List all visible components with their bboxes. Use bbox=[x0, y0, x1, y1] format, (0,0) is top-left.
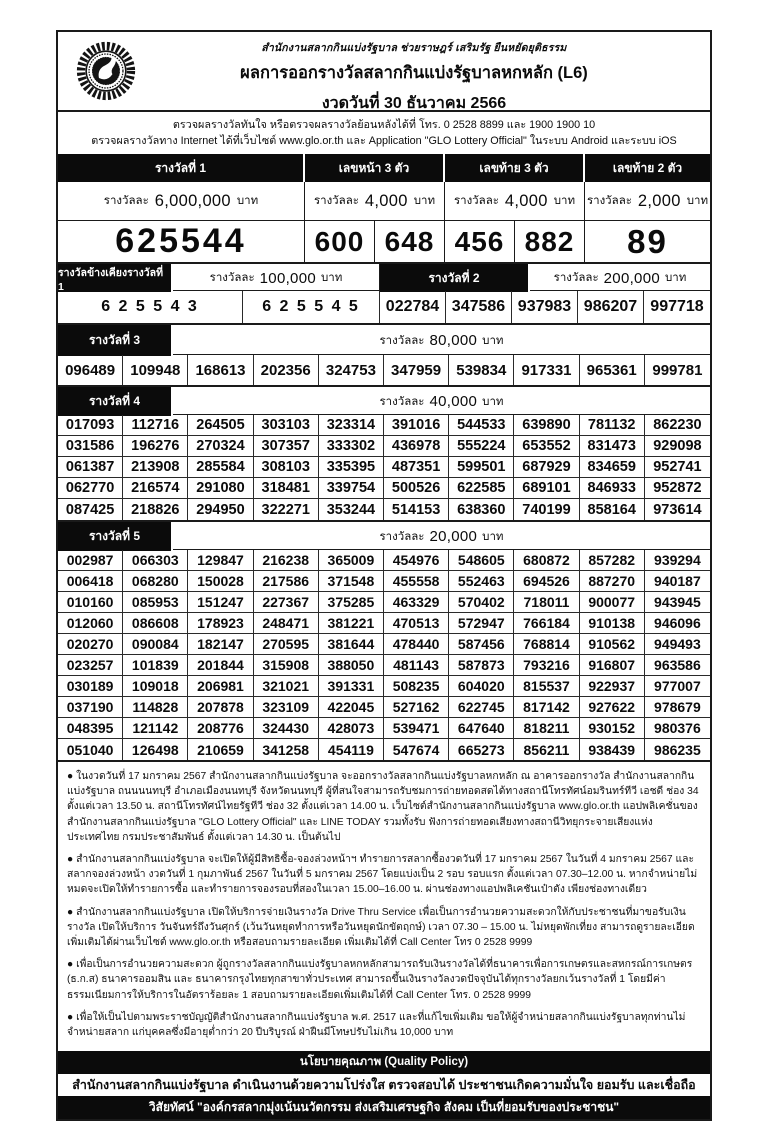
prize3-number: 539834 bbox=[449, 355, 514, 385]
prize3-number: 109948 bbox=[123, 355, 188, 385]
prize4-number: 391016 bbox=[384, 415, 449, 436]
prize5-number: 986235 bbox=[654, 741, 701, 758]
prize4-number: 031586 bbox=[58, 436, 123, 457]
prize5-number: 547674 bbox=[384, 739, 449, 760]
prize4-number: 303103 bbox=[254, 415, 319, 436]
adjacent1-header: รางวัลข้างเคียงรางวัลที่ 1 bbox=[58, 264, 173, 292]
prize5-number: 101839 bbox=[123, 655, 188, 676]
prize5-number: 020270 bbox=[58, 634, 123, 655]
prize4-number: 017093 bbox=[58, 415, 123, 436]
prize5-number: 208776 bbox=[188, 718, 253, 739]
prize5-number: 647640 bbox=[449, 718, 514, 739]
prize4-number: 218826 bbox=[123, 499, 188, 520]
prize4-number: 834659 bbox=[580, 457, 645, 478]
prize5-number: 216238 bbox=[254, 550, 319, 571]
prize2-number: 347586 bbox=[446, 291, 512, 323]
prize4-number: 544533 bbox=[449, 415, 514, 436]
prize4-number: 599501 bbox=[449, 457, 514, 478]
last3-number-2: 882 bbox=[515, 221, 585, 262]
prize4-number: 638360 bbox=[449, 499, 514, 520]
prize4-number: 291080 bbox=[188, 478, 253, 499]
prize5-number: 086608 bbox=[123, 613, 188, 634]
prize5-number: 978679 bbox=[645, 697, 710, 718]
footer-notes bbox=[58, 760, 710, 1051]
prize4-number: 353244 bbox=[319, 499, 384, 520]
main-prize-header-row bbox=[58, 154, 710, 182]
check-info-internet: ตรวจผลรางวัลทาง Internet ได้ที่เว็บไซต์ www.glo.or.th และ Application "GLO Lottery Official" ในระบบ Android และระบบ iOS bbox=[91, 135, 677, 147]
prize5-number: 949493 bbox=[645, 634, 710, 655]
prize5-number: 768814 bbox=[514, 634, 579, 655]
prize5-number: 665273 bbox=[449, 739, 514, 760]
prize5-number: 587456 bbox=[449, 634, 514, 655]
prize5-number: 793216 bbox=[514, 655, 579, 676]
prize5-number: 508235 bbox=[384, 676, 449, 697]
adjacent-prize2-header-row bbox=[58, 262, 710, 293]
prize4-number: 952741 bbox=[645, 457, 710, 478]
draw-date: งวดวันที่ 30 ธันวาคม 2566 bbox=[321, 95, 507, 112]
prize5-number: 121142 bbox=[123, 718, 188, 739]
prize5-number: 037190 bbox=[58, 697, 123, 718]
prize5-number: 454119 bbox=[319, 739, 384, 760]
prize5-number: 857282 bbox=[580, 550, 645, 571]
prize4-number: 500526 bbox=[384, 478, 449, 499]
prize1-number: 625544 bbox=[58, 221, 305, 262]
prize5-number: 321021 bbox=[254, 676, 319, 697]
prize5-number: 455558 bbox=[384, 571, 449, 592]
prize4-amount: รางวัลละ 40,000 บาท bbox=[379, 393, 504, 410]
prize3-header: รางวัลที่ 3 bbox=[58, 325, 173, 356]
prize5-number: 207878 bbox=[188, 697, 253, 718]
prize2-number: 022784 bbox=[380, 291, 446, 323]
prize4-number: 973614 bbox=[653, 501, 702, 518]
prize4-number: 653552 bbox=[514, 436, 579, 457]
last3-header: เลขท้าย 3 ตัว bbox=[445, 154, 585, 182]
prize3-number: 999781 bbox=[652, 361, 703, 379]
prize4-number: 264505 bbox=[188, 415, 253, 436]
last2-header: เลขท้าย 2 ตัว bbox=[585, 154, 710, 182]
prize5-number: 114828 bbox=[123, 697, 188, 718]
prize5-number: 023257 bbox=[58, 655, 123, 676]
prize5-number: 006418 bbox=[58, 571, 123, 592]
quality-policy-statement: สำนักงานสลากกินแบ่งรัฐบาล ดำเนินงานด้วยความโปร่งใส ตรวจสอบได้ ประชาชนเกิดความมั่นใจ ยอมรับ และเชื่อถือ bbox=[72, 1078, 696, 1093]
prize4-number: 196276 bbox=[123, 436, 188, 457]
prize5-number: 371548 bbox=[319, 571, 384, 592]
note-item: ● สำนักงานสลากกินแบ่งรัฐบาล จะเปิดให้ผู้มีสิทธิซื้อ-จองล่วงหน้าฯ ทำรายการสลากซื้องวดวันที่ 17 มกราคม 2567 ในวันที่ 4 มกราคม 2567 และสลากจองล่วงหน้า งวดวันที่ 1 กุมภาพันธ์ 2567 ในวันที่ 5 มกราคม 2567 โดยแบ่งเป็น 2 รอบ รอบแรก ตั้งแต่เวลา 07.30–12.00 น. หากจำหน่ายไม่หมดจะเปิดให้ทำรายการซื้อ และทำรายการจองรอบที่สองในเวลา 15.00–16.00 น. ผ่านช่องทางแอปพลิเคชันเป๋าตัง เพียงช่องทางเดียว bbox=[67, 854, 698, 896]
prize4-number: 333302 bbox=[319, 436, 384, 457]
prize5-number: 085953 bbox=[123, 592, 188, 613]
prize5-number: 910138 bbox=[580, 613, 645, 634]
adjacent1-number-1: 6 2 5 5 4 3 bbox=[58, 291, 243, 323]
prize2-amount: รางวัลละ 200,000 บาท bbox=[553, 269, 687, 287]
document-header bbox=[58, 32, 710, 110]
prize3-number: 965361 bbox=[580, 355, 645, 385]
prize5-number: 315908 bbox=[254, 655, 319, 676]
prize3-number: 347959 bbox=[384, 355, 449, 385]
front3-number-1: 600 bbox=[305, 221, 375, 262]
prize4-number: 639890 bbox=[514, 415, 579, 436]
prize2-number: 997718 bbox=[650, 298, 704, 315]
prize5-number: 900077 bbox=[580, 592, 645, 613]
prize5-number: 527162 bbox=[384, 697, 449, 718]
prize2-number: 986207 bbox=[578, 291, 644, 323]
note-item: ● ในงวดวันที่ 17 มกราคม 2567 สำนักงานสลากกินแบ่งรัฐบาล จะออกรางวัลสลากกินแบ่งรัฐบาลหกหลัก ณ อาคารออกรางวัล สำนักงานสลากกินแบ่งรัฐบาล ถนนนนทบุรี อำเภอเมืองนนทบุรี จังหวัดนนทบุรี ผู้ที่สนใจสามารถรับชมการถ่ายทอดสดได้ทางสถานีโทรทัศน์อมรินทร์ทีวี เอชดี ช่อง 34 ตั้งแต่เวลา 13.50 น. สถานีโทรทัศน์ไทยรัฐทีวี ช่อง 32 ตั้งแต่เวลา 14.00 น. เว็บไซต์สำนักงานสลากกินแบ่งรัฐบาล www.glo.or.th แอปพลิเคชั่นของสำนักงานสลากกินแบ่งรัฐบาล "GLO Lottery Official" และ LINE TODAY รวมทั้งรับ ฟังการถ่ายทอดเสียงทางสถานีวิทยุกระจายเสียงแห่งประเทศไทย กรมประชาสัมพันธ์ ตั้งแต่เวลา 14.30 น. เป็นต้นไป bbox=[67, 771, 699, 843]
last3-amount: รางวัลละ 4,000 บาท bbox=[445, 182, 585, 220]
prize4-number: 831473 bbox=[580, 436, 645, 457]
prize5-number: 478440 bbox=[384, 634, 449, 655]
glo-seal-logo bbox=[74, 39, 138, 103]
prize5-number: 381644 bbox=[319, 634, 384, 655]
prize4-number: 740199 bbox=[514, 499, 579, 520]
prize5-number: 010160 bbox=[58, 592, 123, 613]
prize5-number: 068280 bbox=[123, 571, 188, 592]
prize5-number: 109018 bbox=[123, 676, 188, 697]
prize4-number: 216574 bbox=[123, 478, 188, 499]
prize5-number: 943945 bbox=[645, 592, 710, 613]
prize3-number: 096489 bbox=[58, 355, 123, 385]
prize5-number: 946096 bbox=[645, 613, 710, 634]
prize5-number: 980376 bbox=[645, 718, 710, 739]
prize4-header: รางวัลที่ 4 bbox=[58, 387, 173, 416]
prize4-number: 952872 bbox=[645, 478, 710, 499]
prize4-number: 335395 bbox=[319, 457, 384, 478]
prize4-number: 294950 bbox=[188, 499, 253, 520]
prize5-number: 381221 bbox=[319, 613, 384, 634]
page-title: ผลการออกรางวัลสลากกินแบ่งรัฐบาลหกหลัก (L6) bbox=[240, 64, 588, 82]
adjacent1-amount: รางวัลละ 100,000 บาท bbox=[173, 264, 380, 292]
prize4-number: 514153 bbox=[384, 499, 449, 520]
prize5-number: 622745 bbox=[449, 697, 514, 718]
prize5-number: 324430 bbox=[254, 718, 319, 739]
adjacent1-number-2: 6 2 5 5 4 5 bbox=[243, 291, 380, 323]
prize5-number: 930152 bbox=[580, 718, 645, 739]
front3-number-2: 648 bbox=[375, 221, 445, 262]
prize5-number: 572947 bbox=[449, 613, 514, 634]
prize4-number: 846933 bbox=[580, 478, 645, 499]
prize5-number: 391331 bbox=[319, 676, 384, 697]
prize5-number: 718011 bbox=[514, 592, 579, 613]
prize5-number: 066303 bbox=[123, 550, 188, 571]
prize5-number: 012060 bbox=[58, 613, 123, 634]
main-prize-numbers-row bbox=[58, 220, 710, 262]
office-motto: สำนักงานสลากกินแบ่งรัฐบาล ช่วยราษฎร์ เสริมรัฐ ยืนหยัดยุติธรรม bbox=[261, 42, 567, 54]
last2-number: 89 bbox=[627, 222, 668, 260]
prize4-number: 270324 bbox=[188, 436, 253, 457]
prize3-amount: รางวัลละ 80,000 บาท bbox=[379, 332, 504, 349]
prize4-number: 689101 bbox=[514, 478, 579, 499]
prize5-number: 922937 bbox=[580, 676, 645, 697]
prize5-number: 090084 bbox=[123, 634, 188, 655]
prize4-number: 318481 bbox=[254, 478, 319, 499]
prize4-header-row bbox=[58, 385, 710, 414]
front3-amount: รางวัลละ 4,000 บาท bbox=[305, 182, 445, 220]
prize5-number: 227367 bbox=[254, 592, 319, 613]
prize5-number: 002987 bbox=[58, 550, 123, 571]
prize5-number: 454976 bbox=[384, 550, 449, 571]
quality-policy-header: นโยบายคุณภาพ (Quality Policy) bbox=[58, 1051, 710, 1074]
last2-amount: รางวัลละ 2,000 บาท bbox=[586, 191, 709, 210]
prize5-number: 963586 bbox=[645, 655, 710, 676]
prize5-number: 815537 bbox=[514, 676, 579, 697]
prize5-number: 048395 bbox=[58, 718, 123, 739]
prize4-number: 436978 bbox=[384, 436, 449, 457]
prize3-numbers-grid bbox=[58, 354, 710, 385]
prize5-header-row bbox=[58, 520, 710, 549]
prize5-number: 126498 bbox=[123, 739, 188, 760]
prize3-header-row bbox=[58, 323, 710, 354]
prize5-number: 217586 bbox=[254, 571, 319, 592]
prize4-number: 687929 bbox=[514, 457, 579, 478]
prize5-number: 977007 bbox=[645, 676, 710, 697]
adjacent-prize2-numbers-row bbox=[58, 290, 710, 323]
prize4-number: 555224 bbox=[449, 436, 514, 457]
prize4-number: 323314 bbox=[319, 415, 384, 436]
prize5-number: 927622 bbox=[580, 697, 645, 718]
prize5-number: 178923 bbox=[188, 613, 253, 634]
prize5-number: 938439 bbox=[580, 739, 645, 760]
prize5-number: 856211 bbox=[514, 739, 579, 760]
prize4-number: 087425 bbox=[58, 499, 123, 520]
prize5-number: 030189 bbox=[58, 676, 123, 697]
prize3-number: 168613 bbox=[188, 355, 253, 385]
prize5-number: 817142 bbox=[514, 697, 579, 718]
lottery-results-document bbox=[56, 30, 712, 1121]
prize5-number: 940187 bbox=[645, 571, 710, 592]
prize5-number: 680872 bbox=[514, 550, 579, 571]
prize4-number: 339754 bbox=[319, 478, 384, 499]
prize4-number: 285584 bbox=[188, 457, 253, 478]
prize5-number: 051040 bbox=[58, 739, 123, 760]
prize4-number: 322271 bbox=[254, 499, 319, 520]
prize5-number: 887270 bbox=[580, 571, 645, 592]
prize5-number: 150028 bbox=[188, 571, 253, 592]
prize5-number: 694526 bbox=[514, 571, 579, 592]
prize4-number: 213908 bbox=[123, 457, 188, 478]
prize1-amount: รางวัลละ 6,000,000 บาท bbox=[58, 182, 305, 220]
prize5-number: 818211 bbox=[514, 718, 579, 739]
prize5-numbers-grid bbox=[58, 549, 710, 760]
front3-header: เลขหน้า 3 ตัว bbox=[305, 154, 445, 182]
prize5-number: 323109 bbox=[254, 697, 319, 718]
prize5-number: 388050 bbox=[319, 655, 384, 676]
prize5-number: 463329 bbox=[384, 592, 449, 613]
prize1-header: รางวัลที่ 1 bbox=[58, 154, 305, 182]
prize4-number: 929098 bbox=[645, 436, 710, 457]
prize3-number: 324753 bbox=[319, 355, 384, 385]
note-item: ● เพื่อเป็นการอำนวยความสะดวก ผู้ถูกรางวัลสลากกินแบ่งรัฐบาลหกหลักสามารถรับเงินรางวัลได้ที่ธนาคารเพื่อการเกษตรและสหกรณ์การเกษตร (ธ.ก.ส) ธนาคารออมสิน และ ธนาคารกรุงไทยทุกสาขาทั่วประเทศ สามารถขึ้นเงินรางวัลงวดปัจจุบันได้ทุกรางวัลยกเว้นรางวัลที่ 1 โดยมีค่าธรรมเนียมการให้บริการในอัตราร้อยละ 1 สอบถามรายละเอียดเพิ่มเติมได้ที่ Call Center โทร. 0 2528 9999 bbox=[67, 959, 693, 1001]
vision-statement: วิสัยทัศน์ "องค์กรสลากมุ่งเน้นนวัตกรรม ส่งเสริมเศรษฐกิจ สังคม เป็นที่ยอมรับของประชาชน" bbox=[58, 1096, 710, 1119]
prize5-header: รางวัลที่ 5 bbox=[58, 522, 173, 551]
prize4-number: 622585 bbox=[449, 478, 514, 499]
prize5-number: 248471 bbox=[254, 613, 319, 634]
prize5-number: 570402 bbox=[449, 592, 514, 613]
prize5-number: 910562 bbox=[580, 634, 645, 655]
prize5-number: 365009 bbox=[319, 550, 384, 571]
prize5-amount: รางวัลละ 20,000 บาท bbox=[379, 528, 504, 545]
prize5-number: 428073 bbox=[319, 718, 384, 739]
prize4-number: 781132 bbox=[580, 415, 645, 436]
prize5-number: 916807 bbox=[580, 655, 645, 676]
prize5-number: 470513 bbox=[384, 613, 449, 634]
prize5-number: 270595 bbox=[254, 634, 319, 655]
prize2-number: 937983 bbox=[512, 291, 578, 323]
prize4-number: 862230 bbox=[645, 415, 710, 436]
prize2-header: รางวัลที่ 2 bbox=[380, 264, 530, 292]
prize5-number: 201844 bbox=[188, 655, 253, 676]
prize5-number: 182147 bbox=[188, 634, 253, 655]
prize5-number: 587873 bbox=[449, 655, 514, 676]
prize5-number: 766184 bbox=[514, 613, 579, 634]
prize4-number: 858164 bbox=[580, 499, 645, 520]
prize5-number: 604020 bbox=[449, 676, 514, 697]
prize4-number: 307357 bbox=[254, 436, 319, 457]
prize4-numbers-grid bbox=[58, 414, 710, 520]
note-item: ● เพื่อให้เป็นไปตามพระราชบัญญัติสำนักงานสลากกินแบ่งรัฐบาล พ.ศ. 2517 และที่แก้ไขเพิ่มเติม ขอให้ผู้จำหน่ายสลากกินแบ่งรัฐบาลทุกท่านไม่จำหน่ายสลาก แก่บุคคลซึ่งมีอายุต่ำกว่า 20 ปีบริบูรณ์ ฝ่าฝืนมีโทษปรับไม่เกิน 10,000 บาท bbox=[67, 1011, 686, 1039]
main-prize-amount-row bbox=[58, 182, 710, 220]
prize5-number: 548605 bbox=[449, 550, 514, 571]
prize5-number: 539471 bbox=[384, 718, 449, 739]
prize5-number: 151247 bbox=[188, 592, 253, 613]
prize4-number: 487351 bbox=[384, 457, 449, 478]
prize4-number: 062770 bbox=[58, 478, 123, 499]
check-info-phone: ตรวจผลรางวัลทันใจ หรือตรวจผลรางวัลย้อนหลังได้ที่ โทร. 0 2528 8899 และ 1900 1900 10 bbox=[172, 119, 596, 131]
prize4-number: 112716 bbox=[123, 415, 188, 436]
prize5-number: 552463 bbox=[449, 571, 514, 592]
prize5-number: 129847 bbox=[188, 550, 253, 571]
prize5-number: 375285 bbox=[319, 592, 384, 613]
prize5-number: 210659 bbox=[188, 739, 253, 760]
prize5-number: 939294 bbox=[645, 550, 710, 571]
prize5-number: 206981 bbox=[188, 676, 253, 697]
note-item: ● สำนักงานสลากกินแบ่งรัฐบาล เปิดให้บริการจ่ายเงินรางวัล Drive Thru Service เพื่อเป็นการอำนวยความสะดวกให้กับประชาชนที่มาขอรับเงินรางวัล เปิดให้บริการ วันจันทร์ถึงวันศุกร์ (เว้นวันหยุดทำการหรือวันหยุดนักขัตฤกษ์) เวลา 07.30 – 15.00 น. ไม่หยุดพักเที่ยง สามารถดูรายละเอียดเพิ่มเติมได้ผ่านเว็บไซต์ www.glo.or.th หรือสอบถามรายละเอียด เพิ่มเติมได้ที่ Call Center โทร 0 2528 9999 bbox=[67, 906, 695, 949]
prize4-number: 308103 bbox=[254, 457, 319, 478]
prize3-number: 202356 bbox=[254, 355, 319, 385]
prize4-number: 061387 bbox=[58, 457, 123, 478]
prize5-number: 422045 bbox=[319, 697, 384, 718]
check-results-info bbox=[58, 110, 710, 154]
prize5-number: 341258 bbox=[254, 739, 319, 760]
prize5-number: 481143 bbox=[384, 655, 449, 676]
prize3-number: 917331 bbox=[514, 355, 579, 385]
last3-number-1: 456 bbox=[445, 221, 515, 262]
